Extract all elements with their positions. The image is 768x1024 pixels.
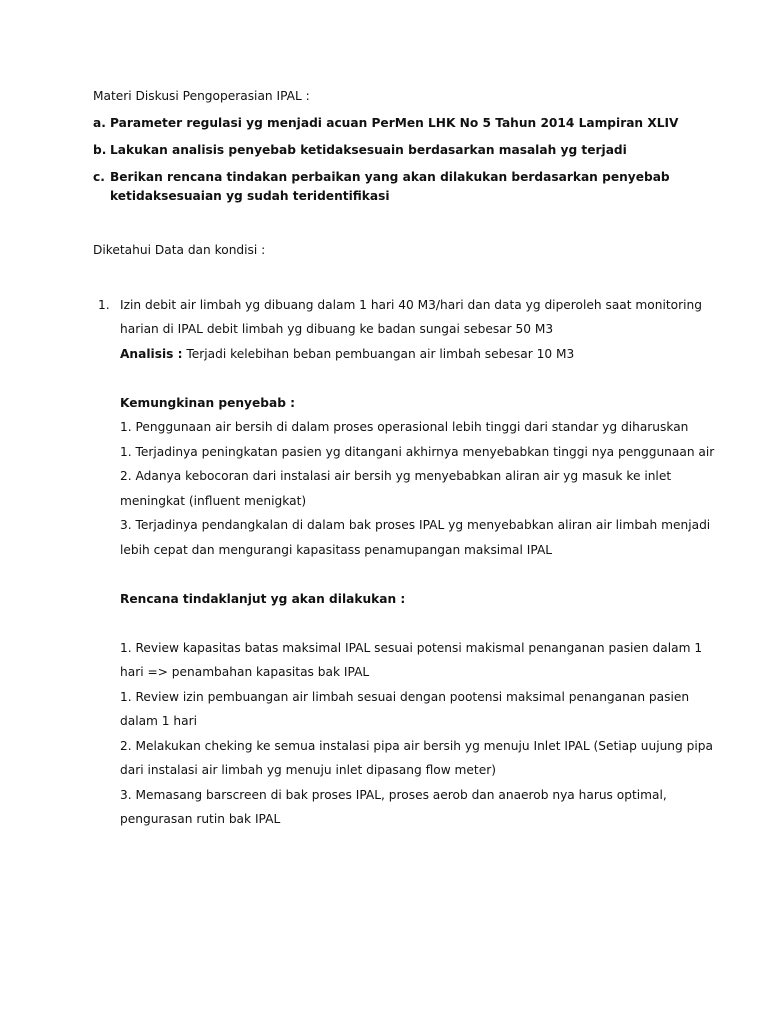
known-data-heading: Diketahui Data dan kondisi : [93,243,266,257]
cause-line-5: 3. Terjadinya pendangkalan di dalam bak proses IPAL yg menyebabkan aliran air limbah menjadi [120,518,711,532]
cause-line-2: 1. Terjadinya peningkatan pasien yg ditangani akhirnya menyebabkan tinggi nya penggunaan air [120,445,715,459]
analysis-line [120,346,574,362]
plan-line-3: 1. Review izin pembuangan air limbah sesuai dengan pootensi maksimal penanganan pasien [120,690,690,704]
task-c-text-line-1: Berikan rencana tindakan perbaikan yang akan dilakukan berdasarkan penyebab [110,170,670,184]
task-c-text-line-2: ketidaksesuaian yg sudah teridentifikasi [110,189,390,203]
task-b-marker: b. [93,143,107,157]
cause-line-1: 1. Penggunaan air bersih di dalam proses operasional lebih tinggi dari standar yg diharuskan [120,420,689,434]
task-b-text: Lakukan analisis penyebab ketidaksesuain berdasarkan masalah yg terjadi [110,143,627,157]
plan-line-6: dari instalasi air limbah yg menuju inlet dipasang flow meter) [120,763,496,777]
task-a-text: Parameter regulasi yg menjadi acuan PerMen LHK No 5 Tahun 2014 Lampiran XLIV [110,116,679,130]
plan-line-4: dalam 1 hari [120,714,198,728]
cause-line-3: 2. Adanya kebocoran dari instalasi air bersih yg menyebabkan aliran air yg masuk ke inlet [120,469,672,483]
task-c-marker: c. [93,170,105,184]
cause-line-6: lebih cepat dan mengurangi kapasitass penamupangan maksimal IPAL [120,543,553,557]
plan-line-8: pengurasan rutin bak IPAL [120,812,281,826]
analysis-label: Analisis : [120,347,183,361]
plan-line-5: 2. Melakukan cheking ke semua instalasi pipa air bersih yg menuju Inlet IPAL (Setiap uujung pipa [120,739,713,753]
document-title: Materi Diskusi Pengoperasian IPAL : [93,89,310,103]
item-1-text-line-1: Izin debit air limbah yg dibuang dalam 1 hari 40 M3/hari dan data yg diperoleh saat monitoring [120,298,702,312]
task-a-marker: a. [93,116,106,130]
cause-line-4: meningkat (influent menigkat) [120,494,307,508]
plan-line-1: 1. Review kapasitas batas maksimal IPAL sesuai potensi makismal penanganan pasien dalam 1 [120,641,703,655]
item-1-marker: 1. [98,298,110,312]
plan-heading: Rencana tindaklanjut yg akan dilakukan : [120,592,406,606]
item-1-text-line-2: harian di IPAL debit limbah yg dibuang ke badan sungai sebesar 50 M3 [120,322,554,336]
analysis-text: Terjadi kelebihan beban pembuangan air limbah sebesar 10 M3 [182,347,575,361]
causes-heading: Kemungkinan penyebab : [120,396,296,410]
plan-line-7: 3. Memasang barscreen di bak proses IPAL, proses aerob dan anaerob nya harus optimal, [120,788,667,802]
plan-line-2: hari => penambahan kapasitas bak IPAL [120,665,370,679]
